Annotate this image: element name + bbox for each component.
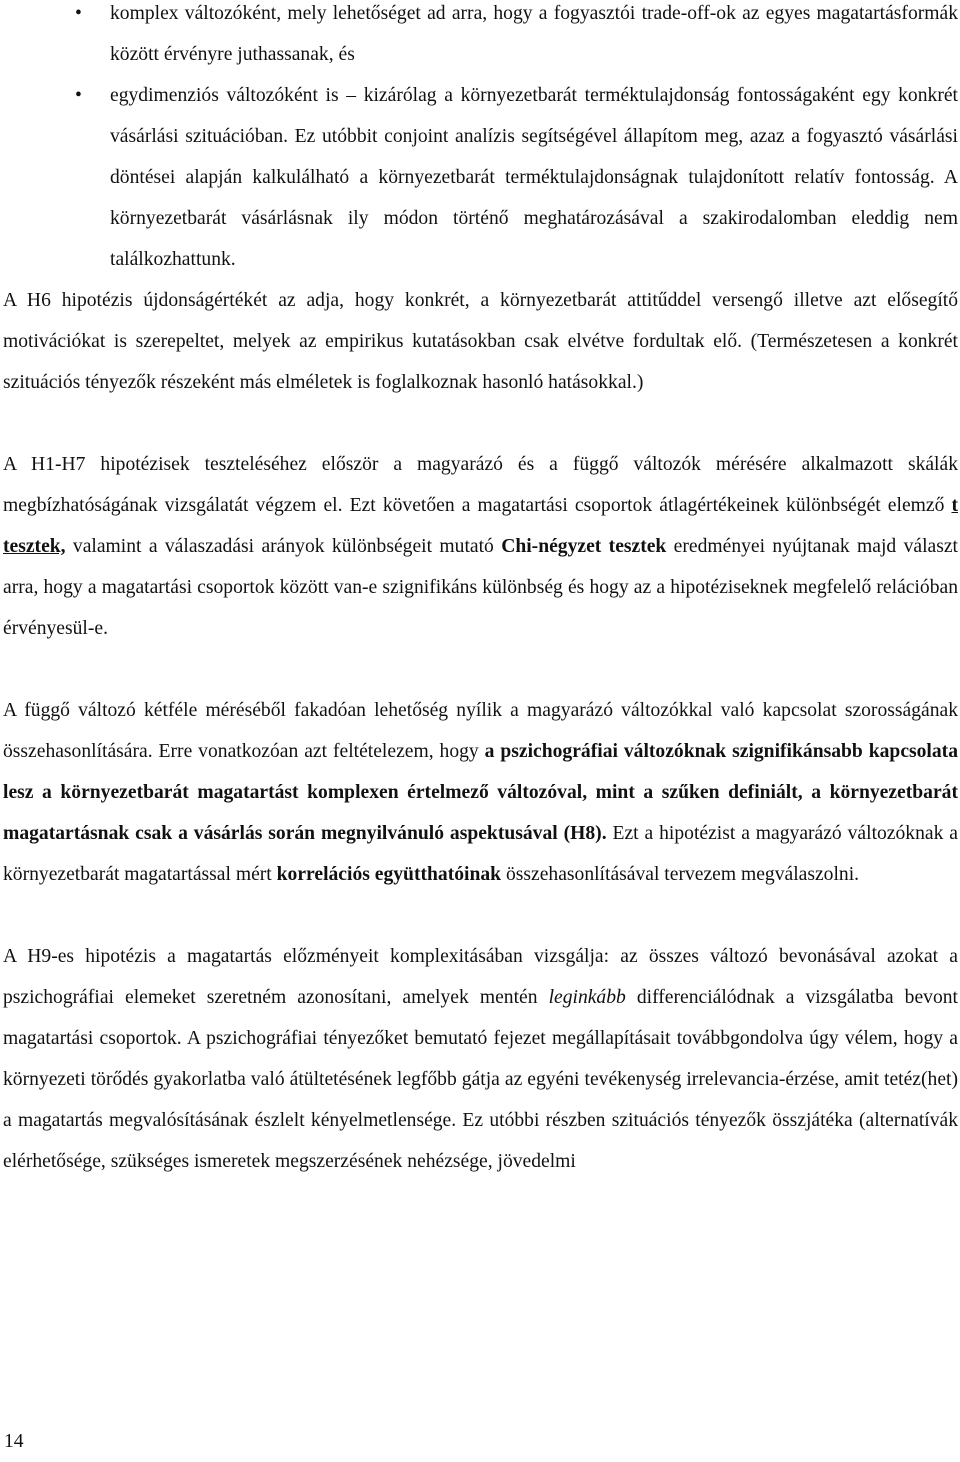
bullet-icon: • (75, 85, 82, 106)
paragraph-text: összehasonlításával tervezem megválaszolni. (501, 864, 860, 885)
paragraph-text: valamint a válaszadási arányok különbségeit mutató (65, 536, 502, 557)
bold-chi-square: Chi-négyzet tesztek (501, 536, 667, 557)
paragraph-text: differenciálódnak a vizsgálatba bevont magatartási csoportok. A pszichográfiai tényezőket bemutató fejezet megállapításait továbbgondolva úgy vélem, hogy a környezeti törődés gyakorlatba való átültetésének legfőbb gátja az egyéni tevékenység irrelevancia-érzése, amit tetéz(het) a magatartás megvalósításának észlelt kényelmetlensége. Ez utóbbi részben szituációs tényezők összjátéka (alternatívák elérhetősége, szükséges ismeretek megszerzésének nehézsége, jövedelmi (3, 987, 958, 1172)
bullet-item (3, 0, 958, 75)
document-body (3, 0, 958, 1182)
bullet-item (3, 75, 958, 280)
bold-tesztek (3, 536, 66, 557)
bullet-icon: • (75, 3, 82, 24)
paragraph-text: eredményei nyújtanak majd választ arra, hogy a magatartási csoportok között van-e szignifikáns különbség és hogy az a hipotéziseknek megfelelő relációban érvényesül-e. (3, 536, 958, 639)
paragraph-h8 (3, 690, 958, 895)
bullet-list (3, 0, 958, 280)
bold-correlation: korrelációs együtthatóinak (276, 864, 502, 885)
paragraph-text: A H1-H7 hipotézisek teszteléséhez először a magyarázó és a függő változók mérésére alkalmazott skálák megbízhatóságának vizsgálatát végzem el. Ezt követően a magatartási csoportok átlagértékeinek különbségét elemző (3, 454, 958, 516)
paragraph-h6: A H6 hipotézis újdonságértékét az adja, hogy konkrét, a környezetbarát attitűddel versengő illetve azt elősegítő motivációkat is szerepeltet, melyek az empirikus kutatásokban csak elvétve fordultak elő. (Természetesen a konkrét szituációs tényezők részeként más elméletek is foglalkoznak hasonló hatásokkal.) (3, 290, 958, 393)
paragraph-h9 (3, 936, 958, 1182)
paragraph-text: Ezt a hipotézist a magyarázó változóknak a környezetbarát magatartással mért (3, 823, 958, 885)
paragraph-text: A függő változó kétféle méréséből fakadóan lehetőség nyílik a magyarázó változókkal való kapcsolat szorosságának összehasonlítására. Erre vonatkozóan azt feltételezem, hogy (3, 700, 958, 762)
bold-text: tesztek, (3, 536, 66, 557)
italic-leginkabb: leginkább (548, 987, 626, 1008)
paragraph-h1-h7 (3, 444, 958, 649)
bullet-text: komplex változóként, mely lehetőséget ad arra, hogy a fogyasztói trade-off-ok az egyes magatartásformák között érvényre juthassanak, és (110, 3, 958, 65)
paragraph-text: A H9-es hipotézis a magatartás előzményeit komplexitásában vizsgálja: az összes változó bevonásával azokat a pszichográfiai elemeket szeretném azonosítani, amelyek mentén (3, 946, 958, 1008)
page-number: 14 (4, 1431, 24, 1452)
bold-hypothesis-h8: a pszichográfiai változóknak szignifikánsabb kapcsolata lesz a környezetbarát magatartást komplexen értelmező változóval, mint a szűken definiált, a környezetbarát magatartásnak csak a vásárlás során megnyilvánuló aspektusával (H8). (3, 741, 958, 844)
bullet-text: egydimenziós változóként is – kizárólag a környezetbarát terméktulajdonság fontosságaként egy konkrét vásárlási szituációban. Ez utóbbit conjoint analízis segítségével állapítom meg, azaz a fogyasztó vásárlási döntései alapján kalkulálható a környezetbarát terméktulajdonságnak tulajdonított relatív fontosság. A környezetbarát vásárlásnak ily módon történő meghatározásával a szakirodalomban eleddig nem találkozhattunk. (110, 85, 958, 270)
bold-t-letter: t (951, 495, 958, 516)
